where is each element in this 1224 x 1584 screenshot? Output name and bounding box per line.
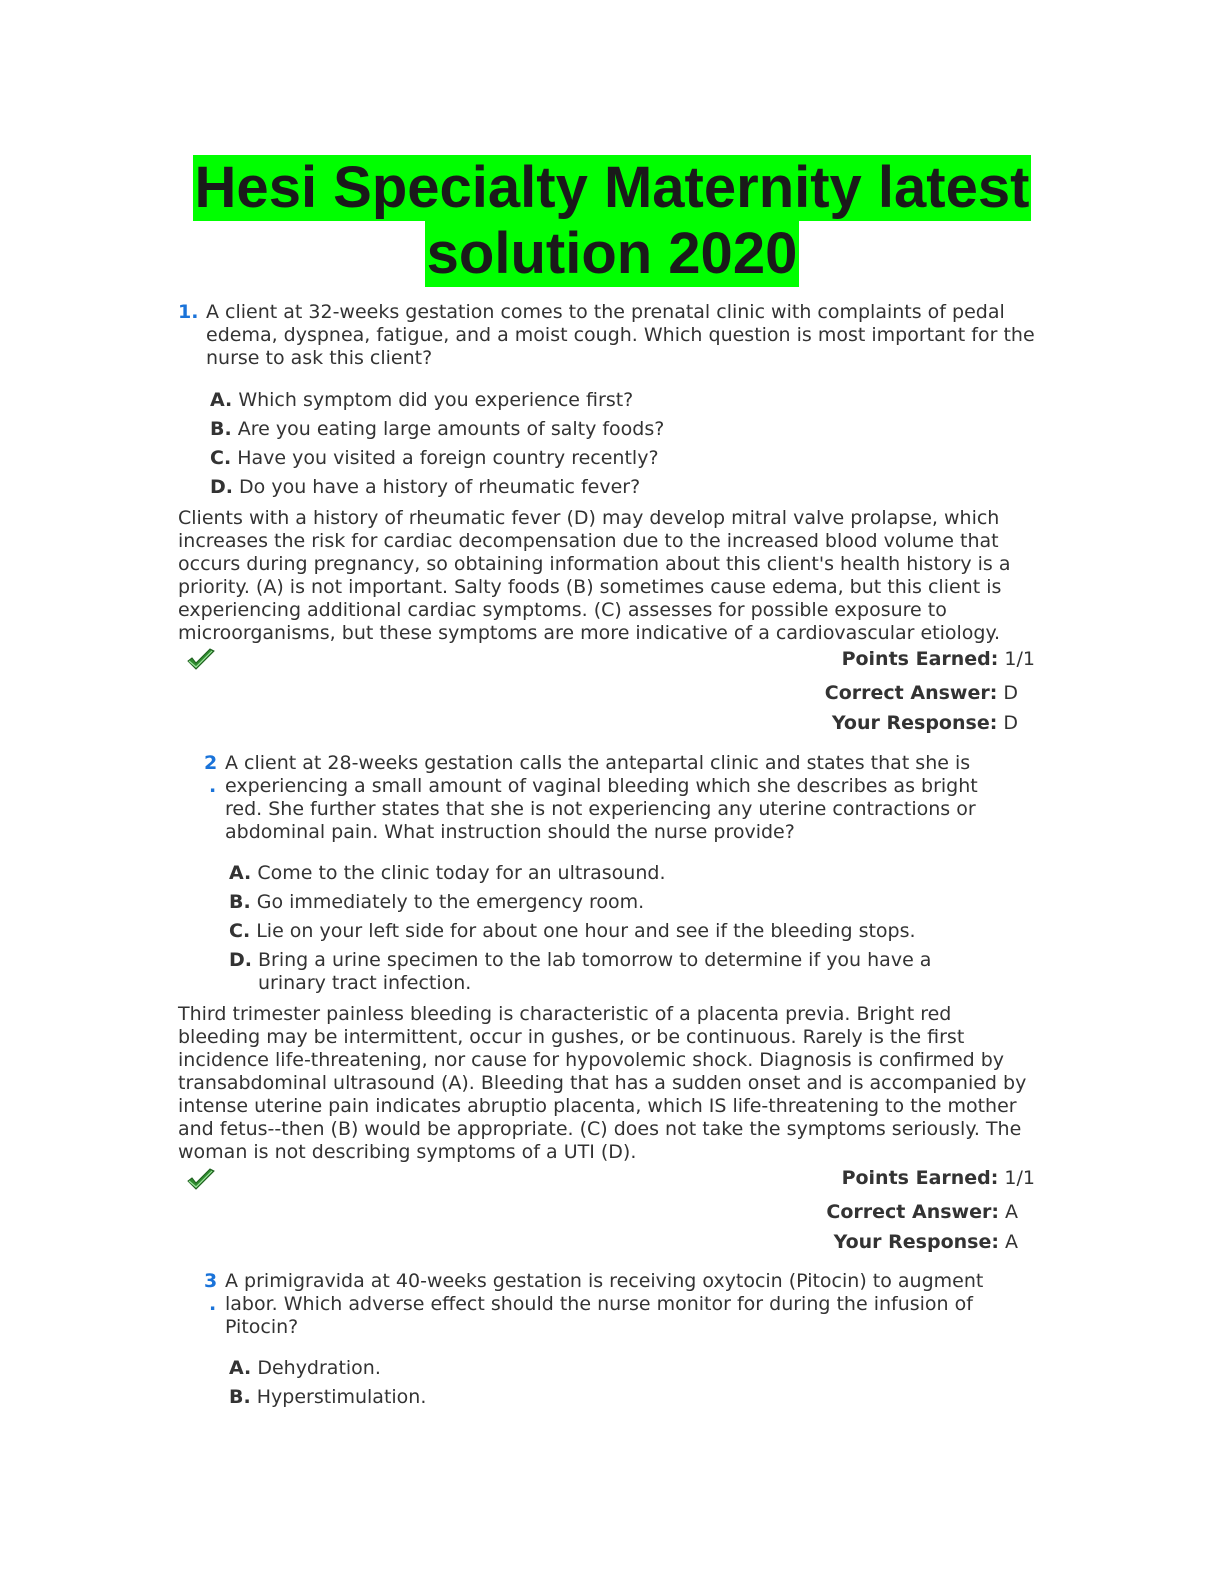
question-text: A client at 28-weeks gestation calls the antepartal clinic and states that she is experiencing a small amount of vaginal bleeding which she describes as bright red. She further states that she is not experiencing any uterine contractions or abdominal pain. What instruction should the nurse provide?: [225, 752, 978, 843]
option-letter: B.: [229, 891, 251, 913]
option-text: Come to the clinic today for an ultrasound.: [257, 862, 666, 884]
response-value: A: [1005, 1231, 1018, 1253]
points-label: Points Earned:: [841, 648, 999, 670]
points-value: 1/1: [1004, 648, 1035, 670]
option-text: Do you have a history of rheumatic fever?: [239, 476, 641, 498]
points-label: Points Earned:: [841, 1167, 999, 1189]
option-b: [210, 418, 664, 441]
option-a: [210, 389, 633, 412]
question-number: 1.: [178, 301, 199, 323]
correct-label: Correct Answer:: [824, 682, 998, 704]
option-letter: A.: [229, 1357, 252, 1379]
option-text: Hyperstimulation.: [256, 1386, 427, 1408]
rationale: Third trimester painless bleeding is characteristic of a placenta previa. Bright red bleeding may be intermittent, occur in gushes, or be continuous. Rarely is the first incidence life-threatening, nor cause for hypovolemic shock. Diagnosis is confirmed by transabdominal ultrasound (A). Bleeding that has a sudden onset and is accompanied by intense uterine pain indicates abruptio placenta, which IS life-threatening to the mother and fetus--then (B) would be appropriate. (C) does not take the symptoms seriously. The woman is not describing symptoms of a UTI (D).: [178, 1003, 1027, 1163]
question-number: 2: [204, 752, 218, 774]
correct-value: A: [1005, 1201, 1018, 1223]
points-earned: [600, 648, 1035, 671]
points-value: 1/1: [1004, 1167, 1035, 1189]
option-letter: A.: [229, 862, 252, 884]
question-number: 3: [204, 1270, 218, 1292]
correct-value: D: [1003, 682, 1018, 704]
option-d: [229, 949, 938, 995]
option-text: Lie on your left side for about one hour and see if the bleeding stops.: [256, 920, 916, 942]
checkmark-icon: [186, 1168, 216, 1192]
page-title: [0, 155, 1224, 287]
option-letter: B.: [210, 418, 232, 440]
question-number-dot: .: [209, 1293, 217, 1315]
title-line-1: Hesi Specialty Maternity latest: [194, 155, 1030, 220]
option-text: Dehydration.: [257, 1357, 381, 1379]
option-letter: A.: [210, 389, 233, 411]
response-label: Your Response:: [833, 1231, 999, 1253]
question-number-dot: .: [209, 775, 217, 797]
question-text: A primigravida at 40-weeks gestation is receiving oxytocin (Pitocin) to augment labor. Which adverse effect should the nurse monitor for during the infusion of Pitocin?: [225, 1270, 984, 1338]
option-c: [210, 447, 659, 470]
your-response: [600, 1231, 1018, 1254]
option-c: [229, 920, 916, 943]
option-letter: B.: [229, 1386, 251, 1408]
option-text: Go immediately to the emergency room.: [256, 891, 645, 913]
question-text: A client at 32-weeks gestation comes to the prenatal clinic with complaints of pedal edema, dyspnea, fatigue, and a moist cough. Which question is most important for the nurse to ask this client?: [206, 301, 1035, 369]
option-letter: D.: [229, 949, 252, 971]
option-text: Which symptom did you experience first?: [238, 389, 634, 411]
correct-answer: [600, 1201, 1018, 1224]
points-earned: [600, 1167, 1035, 1190]
option-a: [229, 862, 666, 885]
option-b: [229, 891, 644, 914]
checkmark-icon: [186, 648, 216, 672]
response-label: Your Response:: [831, 712, 998, 734]
option-text: Bring a urine specimen to the lab tomorrow to determine if you have a urinary tract infection.: [258, 949, 932, 994]
your-response: [600, 712, 1018, 735]
option-text: Have you visited a foreign country recently?: [237, 447, 659, 469]
title-line-2: solution 2020: [426, 221, 798, 286]
response-value: D: [1003, 712, 1018, 734]
correct-label: Correct Answer:: [826, 1201, 999, 1223]
option-letter: C.: [229, 920, 251, 942]
option-letter: D.: [210, 476, 233, 498]
option-a: [229, 1357, 381, 1380]
option-b: [229, 1386, 426, 1409]
option-d: [210, 476, 640, 499]
option-text: Are you eating large amounts of salty foods?: [237, 418, 665, 440]
option-letter: C.: [210, 447, 232, 469]
rationale: Clients with a history of rheumatic fever (D) may develop mitral valve prolapse, which increases the risk for cardiac decompensation due to the increased blood volume that occurs during pregnancy, so obtaining information about this client's health history is a priority. (A) is not important. Salty foods (B) sometimes cause edema, but this client is experiencing additional cardiac symptoms. (C) assesses for possible exposure to microorganisms, but these symptoms are more indicative of a cardiovascular etiology.: [178, 507, 1011, 644]
correct-answer: [600, 682, 1018, 705]
